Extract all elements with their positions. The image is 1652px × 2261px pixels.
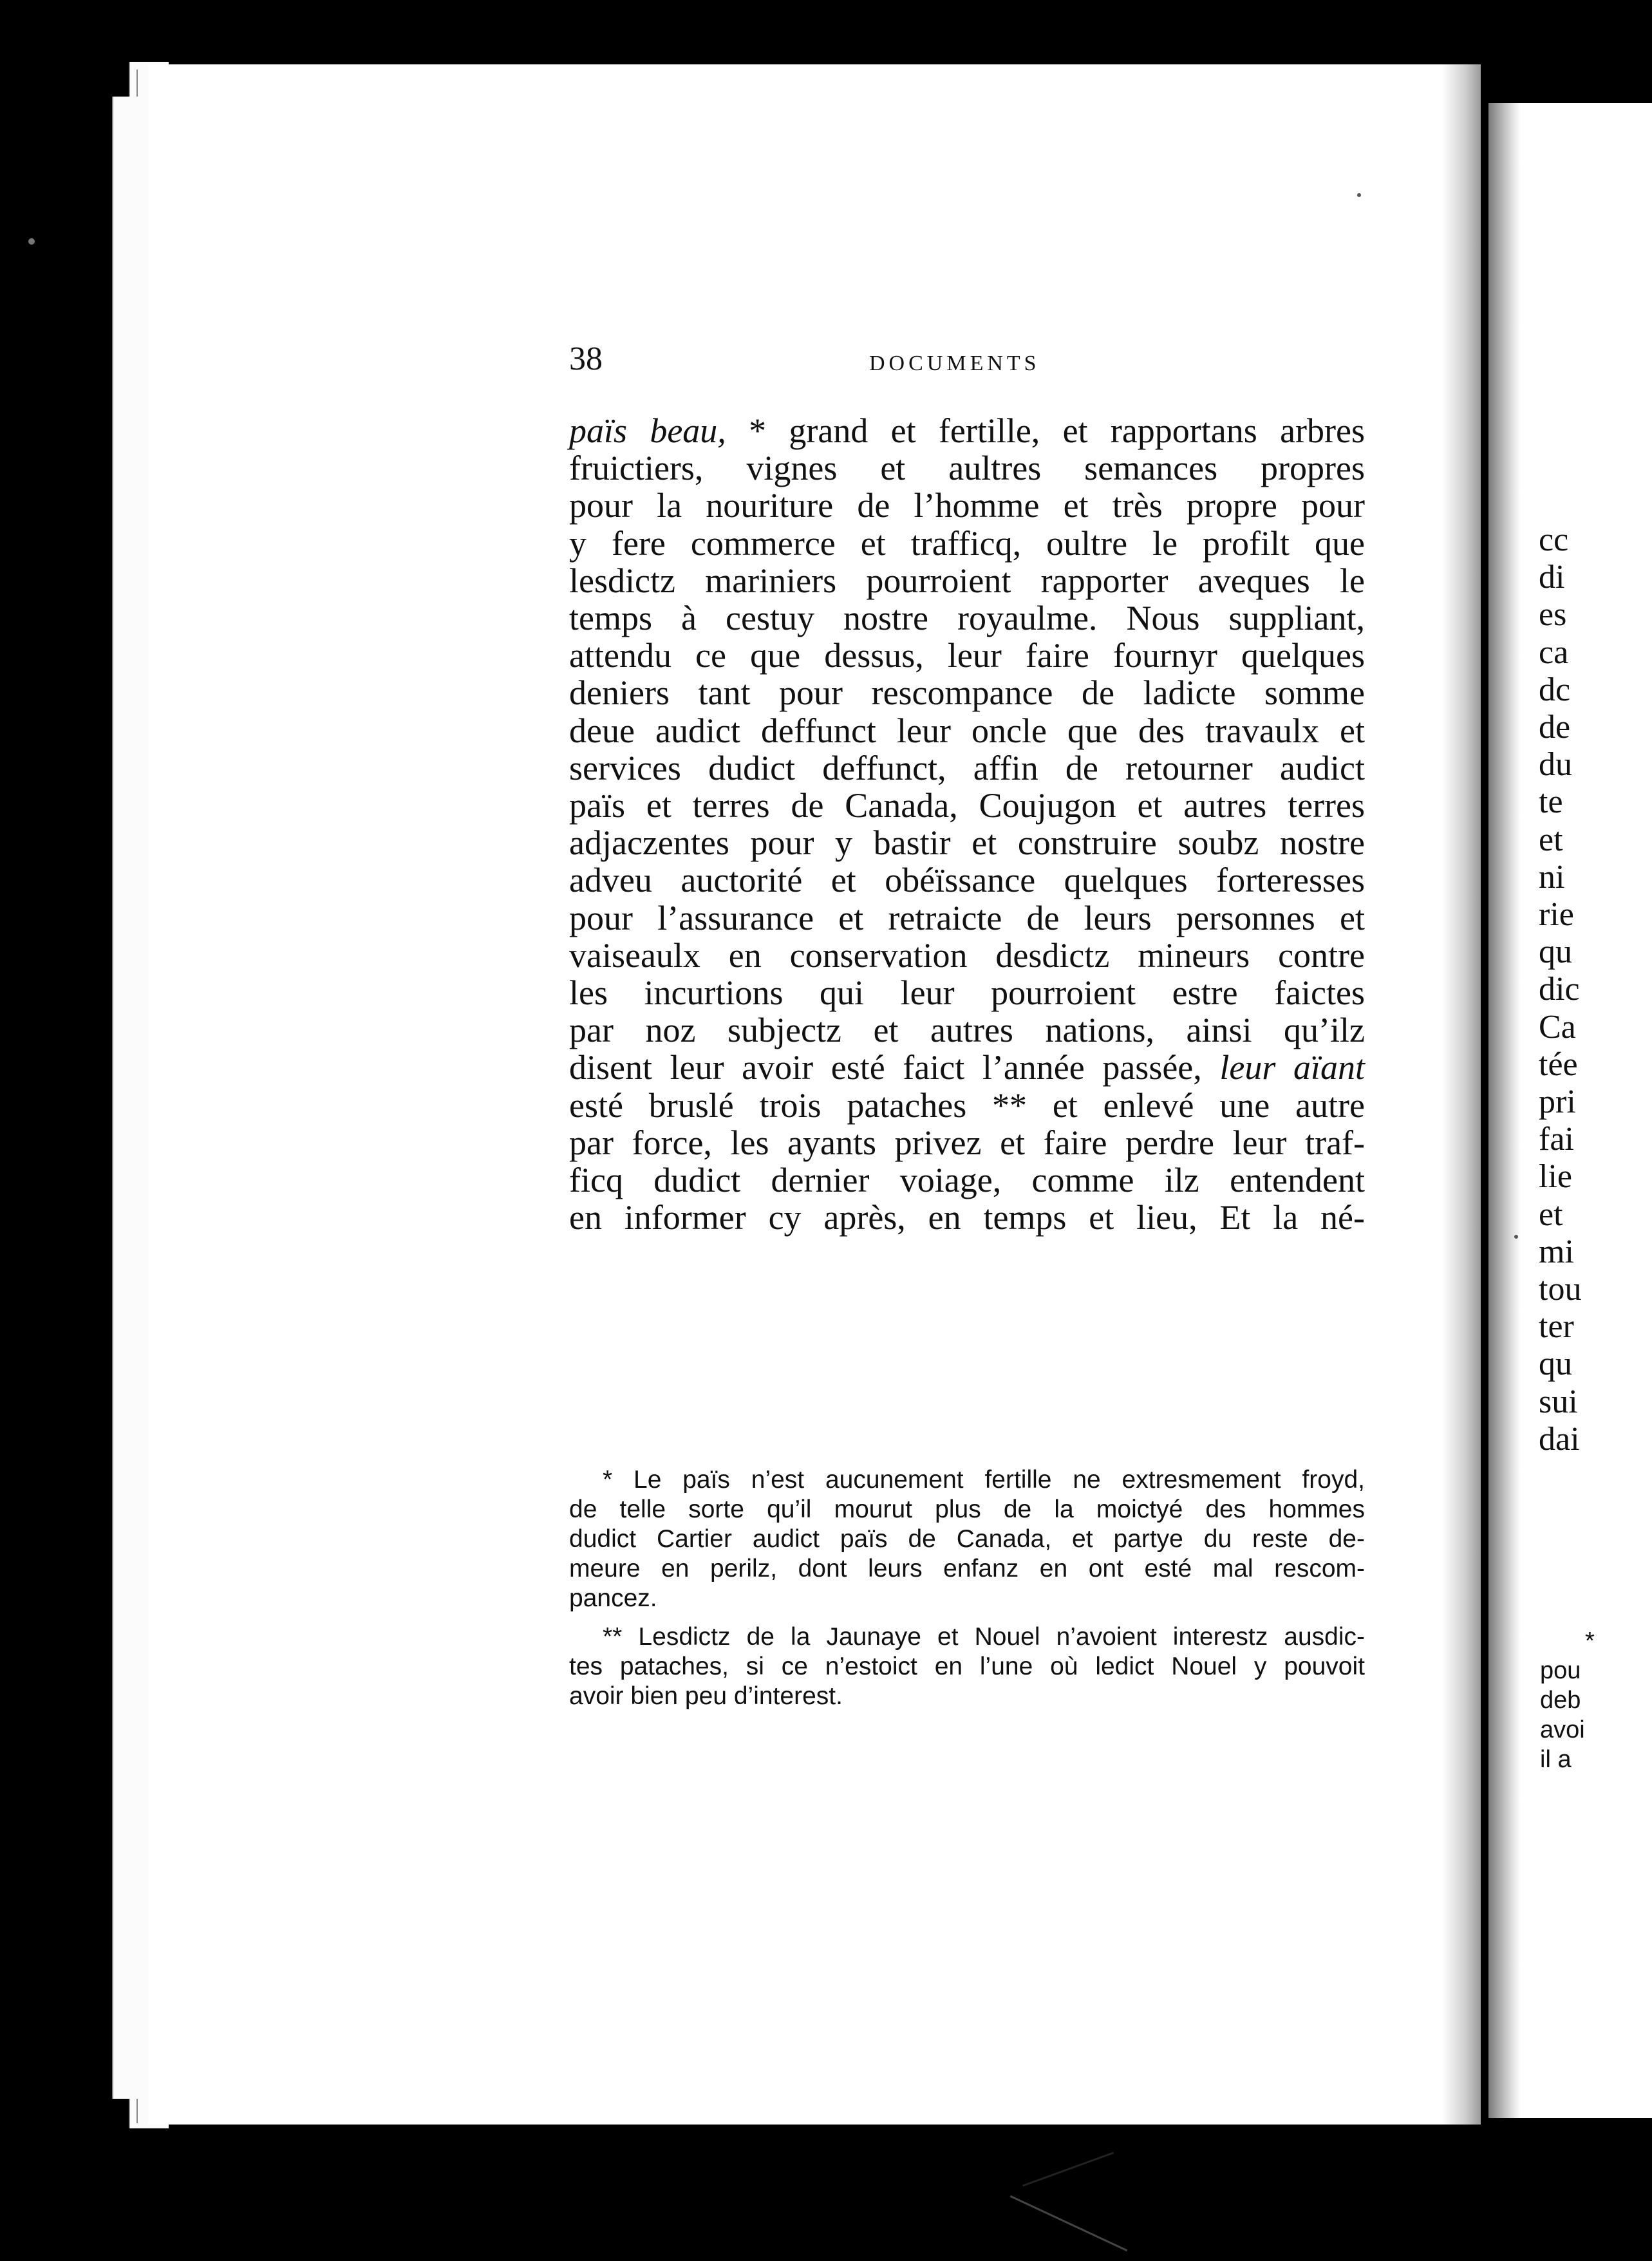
footnote-line: ** Lesdictz de la Jaunaye et Nouel n’avoient interestz ausdic- — [603, 1623, 1365, 1651]
footnote — [569, 1465, 1365, 1613]
facing-line: rie — [1539, 896, 1574, 933]
facing-note-line: pou — [1540, 1657, 1581, 1684]
page-edge — [112, 97, 152, 2099]
footnote-line: dudict Cartier audict païs de Canada, et partye du reste de- — [569, 1525, 1365, 1553]
facing-line: de — [1539, 709, 1571, 746]
dust-speck — [1514, 1235, 1518, 1239]
text-line: ficq dudict dernier voiage, comme ilz entendent — [569, 1161, 1365, 1200]
facing-line: fai — [1539, 1121, 1574, 1158]
page-gutter-shadow — [1442, 64, 1481, 2125]
text-line: vaiseaulx en conservation desdictz mineurs contre — [569, 935, 1365, 975]
facing-note-line: deb — [1540, 1687, 1581, 1714]
text-line: adjaczentes pour y bastir et construire soubz nostre — [569, 823, 1365, 863]
facing-note-line: il a — [1540, 1746, 1572, 1773]
facing-line: pri — [1539, 1084, 1576, 1121]
footnote-line: * Le païs n’est aucunement fertille ne extresmement froyd, — [603, 1466, 1365, 1494]
text-line: païs et terres de Canada, Coujugon et autres terres — [569, 786, 1365, 825]
facing-page-gutter — [1488, 103, 1521, 2118]
text-line: par force, les ayants privez et faire perdre leur traf- — [569, 1123, 1365, 1162]
dust-speck — [28, 238, 35, 245]
facing-line: dic — [1539, 971, 1580, 1008]
dust-speck — [1357, 193, 1361, 197]
facing-line: et — [1539, 1196, 1563, 1233]
facing-line: te — [1539, 783, 1563, 821]
facing-line: tou — [1539, 1271, 1582, 1308]
text-line-rest: disent leur avoir esté faict l’année passée, — [569, 1048, 1220, 1087]
page-header — [569, 340, 1367, 391]
text-line: en informer cy après, en temps et lieu, Et la né- — [569, 1198, 1365, 1237]
facing-line: ter — [1539, 1308, 1574, 1346]
footnote — [569, 1622, 1365, 1711]
footnotes — [569, 1465, 1365, 1711]
facing-line: tée — [1539, 1046, 1578, 1083]
text-line: fruictiers, vignes et aultres semances propres — [569, 449, 1365, 488]
footnote-line: de telle sorte qu’il mourut plus de la moictyé des hommes — [569, 1496, 1365, 1523]
page-number: 38 — [569, 341, 603, 377]
facing-line: du — [1539, 746, 1572, 783]
text-line: deue audict deffunct leur oncle que des travaulx et — [569, 711, 1365, 750]
facing-line: qu — [1539, 933, 1572, 971]
facing-line: sui — [1539, 1383, 1578, 1420]
text-line — [569, 412, 1365, 449]
facing-line: mi — [1539, 1233, 1574, 1270]
scan-artifact — [1022, 2152, 1114, 2186]
facing-line: Ca — [1539, 1008, 1576, 1046]
facing-line: dc — [1539, 671, 1571, 708]
footnote-line: tes pataches, si ce n’estoict en l’une où ledict Nouel y pouvoit — [569, 1653, 1365, 1680]
text-line-italic: païs beau, — [569, 411, 726, 450]
text-line: y fere commerce et trafficq, oultre le profilt que — [569, 523, 1365, 563]
facing-line: es — [1539, 596, 1567, 633]
text-line: deniers tant pour rescompance de ladicte somme — [569, 673, 1365, 713]
text-line-rest: * grand et fertille, et rapportans arbres — [726, 411, 1365, 450]
facing-line: ni — [1539, 858, 1565, 896]
scan-artifact — [1010, 2195, 1128, 2251]
facing-note-line: * — [1585, 1628, 1595, 1655]
text-line-italic: leur aïant — [1219, 1048, 1365, 1087]
facing-page-text — [1539, 521, 1581, 1458]
facing-line: qu — [1539, 1346, 1572, 1383]
text-line: pour la nouriture de l’homme et très propre pour — [569, 486, 1365, 525]
text-line: pour l’assurance et retraicte de leurs personnes et — [569, 898, 1365, 937]
facing-line: cc — [1539, 521, 1569, 558]
facing-line: et — [1539, 821, 1563, 858]
text-line: attendu ce que dessus, leur faire fournyr quelques — [569, 636, 1365, 675]
text-line: services dudict deffunct, affin de retourner audict — [569, 748, 1365, 787]
text-line: temps à cestuy nostre royaulme. Nous suppliant, — [569, 599, 1365, 638]
footnote-line: pancez. — [569, 1584, 657, 1612]
facing-page-notes — [1540, 1626, 1595, 1774]
facing-line: dai — [1539, 1420, 1580, 1458]
text-line: par noz subjectz et autres nations, ainsi qu’ilz — [569, 1011, 1365, 1050]
body-text — [569, 412, 1365, 1236]
text-line: les incurtions qui leur pourroient estre faictes — [569, 973, 1365, 1013]
footnote-line: avoir bien peu d’interest. — [569, 1682, 843, 1710]
running-head: DOCUMENTS — [869, 352, 1040, 375]
footnote-line: meure en perilz, dont leurs enfanz en ont esté mal rescom- — [569, 1555, 1365, 1582]
text-line — [569, 1049, 1365, 1086]
facing-line: di — [1539, 559, 1565, 596]
facing-note-line: avoi — [1540, 1716, 1585, 1743]
text-line: adveu auctorité et obéïssance quelques forteresses — [569, 861, 1365, 900]
facing-line: lie — [1539, 1158, 1572, 1196]
facing-page-fragment — [1488, 103, 1652, 2118]
text-line: esté bruslé trois pataches ** et enlevé une autre — [569, 1085, 1365, 1125]
facing-line: ca — [1539, 633, 1569, 671]
text-line: lesdictz mariniers pourroient rapporter aveques le — [569, 561, 1365, 600]
